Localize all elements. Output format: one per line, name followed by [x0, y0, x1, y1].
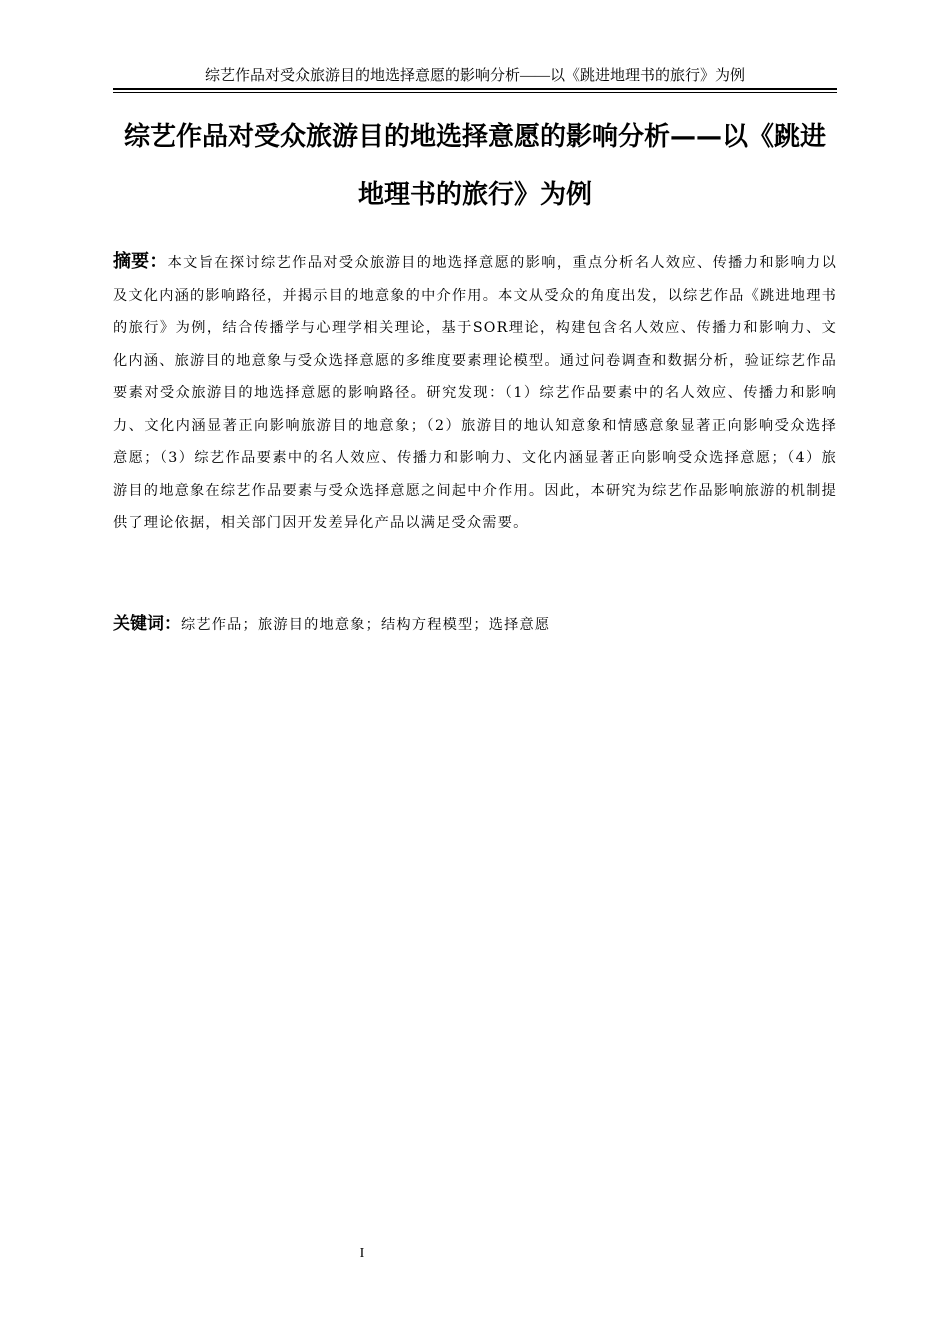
abstract-label: 摘要：	[113, 251, 168, 272]
keywords-label: 关键词：	[113, 614, 181, 634]
header-rule-thick	[113, 88, 837, 90]
header-rule-thin	[113, 92, 837, 93]
paper-title: 综艺作品对受众旅游目的地选择意愿的影响分析——以《跳进地理书的旅行》为例	[123, 122, 826, 210]
keywords	[113, 608, 837, 641]
abstract-text: 本文旨在探讨综艺作品对受众旅游目的地选择意愿的影响，重点分析名人效应、传播力和影响力以及文化内涵的影响路径，并揭示目的地意象的中介作用。本文从受众的角度出发，以综艺作品《跳进地理书的旅行》为例，结合传播学与心理学相关理论，基于SOR理论，构建包含名人效应、传播力和影响力、文化内涵、旅游目的地意象与受众选择意愿的多维度要素理论模型。通过问卷调查和数据分析，验证综艺作品要素对受众旅游目的地选择意愿的影响路径。研究发现：（1）综艺作品要素中的名人效应、传播力和影响力、文化内涵显著正向影响旅游目的地意象；（2）旅游目的地认知意象和情感意象显著正向影响受众选择意愿；（3）综艺作品要素中的名人效应、传播力和影响力、文化内涵显著正向影响受众选择意愿；（4）旅游目的地意象在综艺作品要素与受众选择意愿之间起中介作用。因此，本研究为综艺作品影响旅游的机制提供了理论依据，相关部门因开发差异化产品以满足受众需要。	[113, 255, 838, 531]
running-header: 综艺作品对受众旅游目的地选择意愿的影响分析——以《跳进地理书的旅行》为例	[204, 68, 745, 84]
abstract	[113, 246, 837, 540]
keywords-text: 综艺作品；旅游目的地意象；结构方程模型；选择意愿	[181, 617, 551, 633]
page-number: I	[359, 1246, 365, 1261]
